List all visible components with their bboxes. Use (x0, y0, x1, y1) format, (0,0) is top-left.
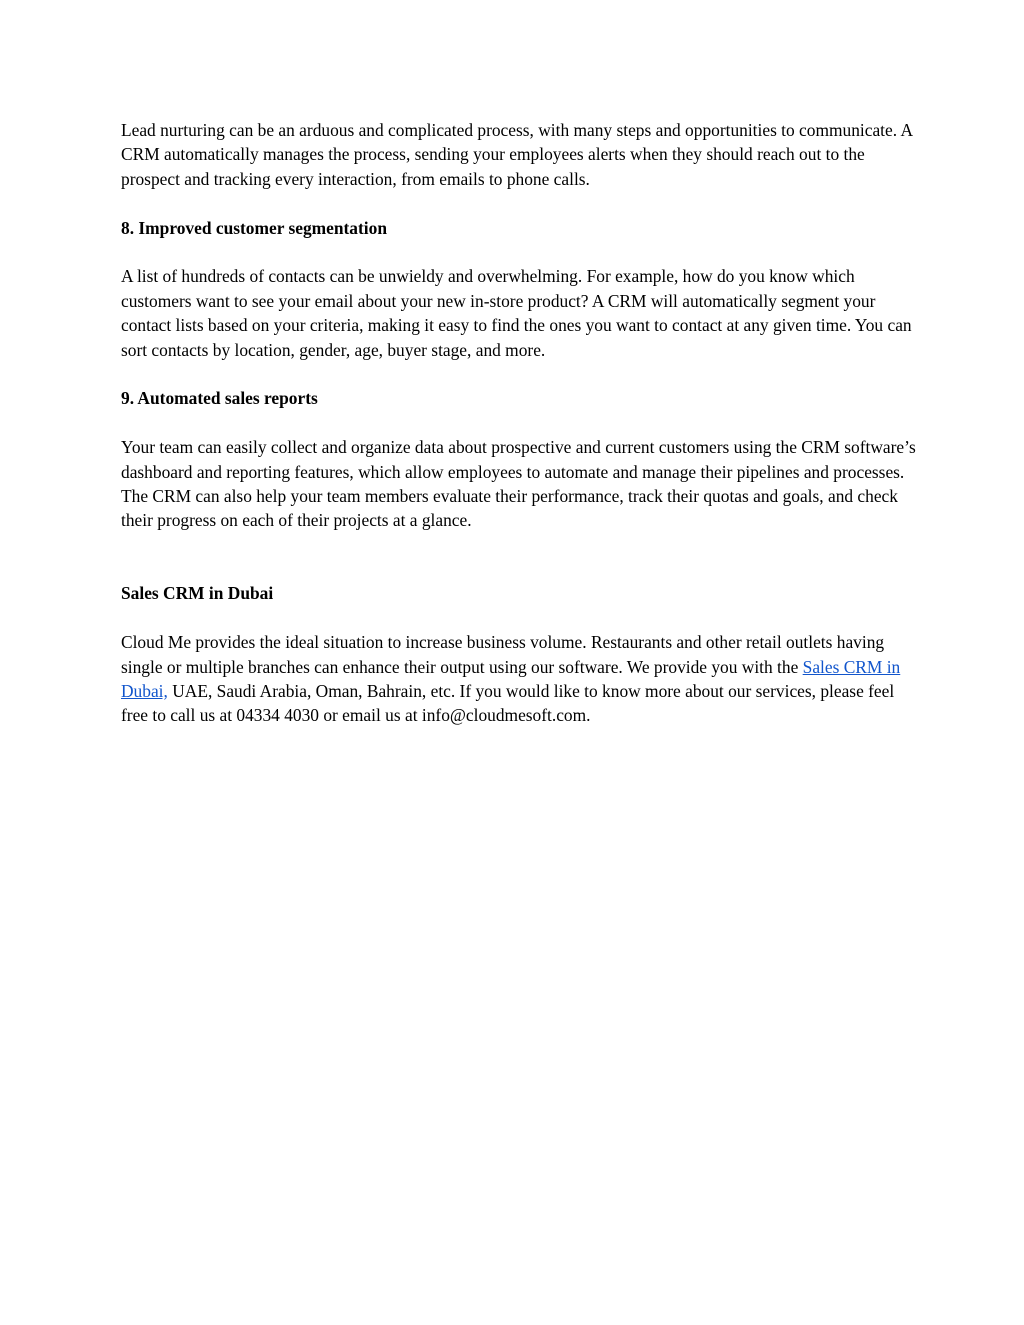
dubai-paragraph (121, 630, 921, 728)
section-heading-sales-reports: 9. Automated sales reports (121, 388, 318, 409)
document-page (121, 118, 921, 728)
spacer (121, 606, 921, 630)
section-heading-segmentation: 8. Improved customer segmentation (121, 217, 387, 238)
sales-reports-paragraph: Your team can easily collect and organize data about prospective and current customers using the CRM software’s dashboard and reporting features, which allow employees to automate and manage their pipelines and processes. The CRM can also help your team members evaluate their performance, track their quotas and goals, and check their progress on each of their projects at a glance. (121, 437, 916, 531)
spacer (121, 191, 921, 215)
sales-crm-dubai-link[interactable]: Sales CRM in Dubai, (121, 656, 901, 701)
spacer (121, 362, 921, 386)
spacer (121, 411, 921, 435)
lead-nurturing-paragraph: Lead nurturing can be an arduous and complicated process, with many steps and opportunities to communicate. A CRM automatically manages the process, sending your employees alerts when they should reach out to the prospect and tracking every interaction, from emails to phone calls. (121, 120, 913, 189)
dubai-paragraph-intro: Cloud Me provides the ideal situation to increase business volume. Restaurants and other retail outlets having single or multiple branches can enhance their output using our software. We provide you with the (121, 632, 885, 677)
section-heading-dubai: Sales CRM in Dubai (121, 583, 274, 604)
spacer (121, 240, 921, 264)
segmentation-paragraph: A list of hundreds of contacts can be unwieldy and overwhelming. For example, how do you know which customers want to see your email about your new in-store product? A CRM will automatically segment your contact lists based on your criteria, making it easy to find the ones you want to contact at any given time. You can sort contacts by location, gender, age, buyer stage, and more. (121, 266, 912, 360)
spacer (121, 533, 921, 582)
dubai-paragraph-outro: UAE, Saudi Arabia, Oman, Bahrain, etc. If you would like to know more about our services, please feel free to call us at 04334 4030 or email us at info@cloudmesoft.com. (121, 680, 895, 726)
